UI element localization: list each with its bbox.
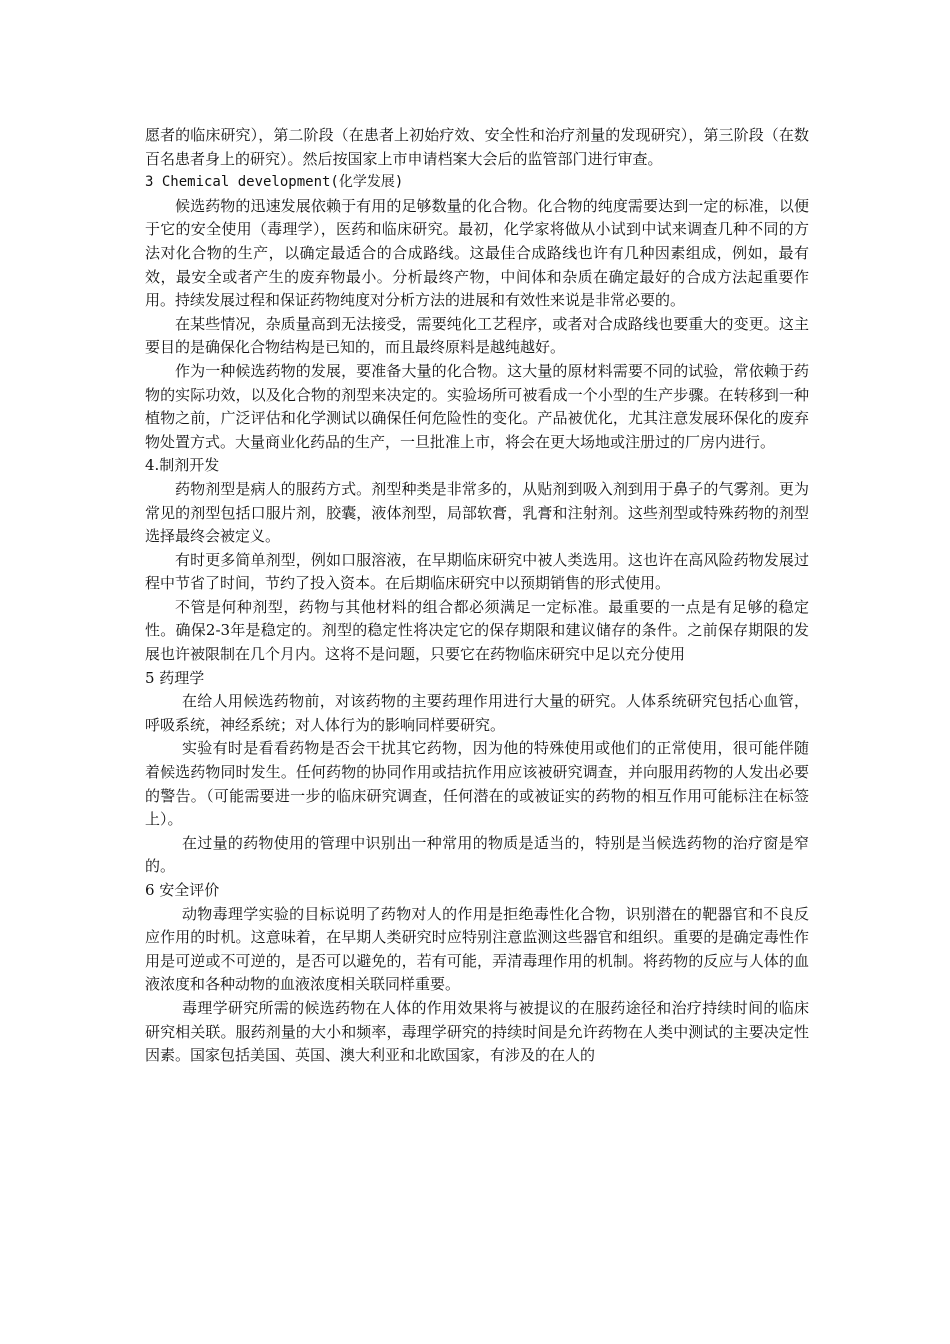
paragraph-1: 愿者的临床研究），第二阶段（在患者上初始疗效、安全性和治疗剂量的发现研究），第三阶段（在数百名患者身上的研究）。然后按国家上市申请档案大会后的监管部门进行审查。 <box>145 126 809 168</box>
paragraph-7: 不管是何种剂型，药物与其他材料的组合都必须满足一定标准。最重要的一点是有足够的稳定性。确保2-3年是稳定的。剂型的稳定性将决定它的保存期限和建议储存的条件。之前保存期限的发展也许被限制在几个月内。这将不是问题，只要它在药物临床研究中足以充分使用 <box>145 597 809 664</box>
paragraph-2: 候选药物的迅速发展依赖于有用的足够数量的化合物。化合物的纯度需要达到一定的标准，以便于它的安全使用（毒理学），医药和临床研究。最初，化学家将做从小试到中试来调查几种不同的方法对化合物的生产，以确定最适合的合成路线。这最佳合成路线也许有几种因素组成，例如，最有效，最安全或者产生的废弃物最小。分析最终产物，中间体和杂质在确定最好的合成方法起重要作用。持续发展过程和保证药物纯度对分析方法的进展和有效性来说是非常必要的。 <box>145 196 809 310</box>
paragraph-8: 在给人用候选药物前，对该药物的主要药理作用进行大量的研究。人体系统研究包括心血管，呼吸系统，神经系统；对人体行为的影响同样要研究。 <box>145 692 809 734</box>
paragraph-6: 有时更多简单剂型，例如口服溶液，在早期临床研究中被人类选用。这也许在高风险药物发展过程中节省了时间，节约了投入资本。在后期临床研究中以预期销售的形式使用。 <box>145 550 809 593</box>
paragraph-12: 毒理学研究所需的候选药物在人体的作用效果将与被提议的在服药途径和治疗持续时间的临床研究相关联。服药剂量的大小和频率，毒理学研究的持续时间是允许药物在人类中测试的主要决定性因素。国家包括美国、英国、澳大利亚和北欧国家，有涉及的在人的 <box>145 998 809 1065</box>
paragraph-10: 在过量的药物使用的管理中识别出一种常用的物质是适当的，特别是当候选药物的治疗窗是窄的。 <box>145 833 809 876</box>
section-heading-5: 5 药理学 <box>145 668 205 687</box>
section-heading-6: 6 安全评价 <box>145 881 220 899</box>
paragraph-11: 动物毒理学实验的目标说明了药物对人的作用是拒绝毒性化合物，识别潜在的靶器官和不良反应作用的时机。这意味着，在早期人类研究时应特别注意监测这些器官和组织。重要的是确定毒性作用是可逆或不可逆的，是否可以避免的，若有可能，弄清毒理作用的机制。将药物的反应与人体的血液浓度和各种动物的血液浓度相关联同样重要。 <box>145 904 809 994</box>
section-heading-4: 4.制剂开发 <box>145 456 220 475</box>
paragraph-3: 在某些情况，杂质量高到无法接受，需要纯化工艺程序，或者对合成路线也要重大的变更。这主要目的是确保化合物结构是已知的，而且最终原料是越纯越好。 <box>145 314 809 357</box>
paragraph-9: 实验有时是看看药物是否会干扰其它药物，因为他的特殊使用或他们的正常使用，很可能伴随着候选药物同时发生。任何药物的协同作用或拮抗作用应该被研究调查，并向服用药物的人发出必要的警告。（可能需要进一步的临床研究调查，任何潜在的或被证实的药物的相互作用可能标注在标签上）。 <box>145 739 809 829</box>
section-heading-3: 3 Chemical development(化学发展) <box>145 174 404 191</box>
document-body <box>145 124 809 1068</box>
paragraph-4: 作为一种候选药物的发展，要准备大量的化合物。这大量的原材料需要不同的试验，常依赖于药物的实际功效，以及化合物的剂型来决定的。实验场所可被看成一个小型的生产步骤。在转移到一种植物之前，广泛评估和化学测试以确保任何危险性的变化。产品被优化，尤其注意发展环保化的废弃物处置方式。大量商业化药品的生产，一旦批准上市，将会在更大场地或注册过的厂房内进行。 <box>145 361 809 451</box>
paragraph-5: 药物剂型是病人的服药方式。剂型种类是非常多的，从贴剂到吸入剂到用于鼻子的气雾剂。更为常见的剂型包括口服片剂，胶囊，液体剂型，局部软膏，乳膏和注射剂。这些剂型或特殊药物的剂型选择最终会被定义。 <box>145 479 809 546</box>
